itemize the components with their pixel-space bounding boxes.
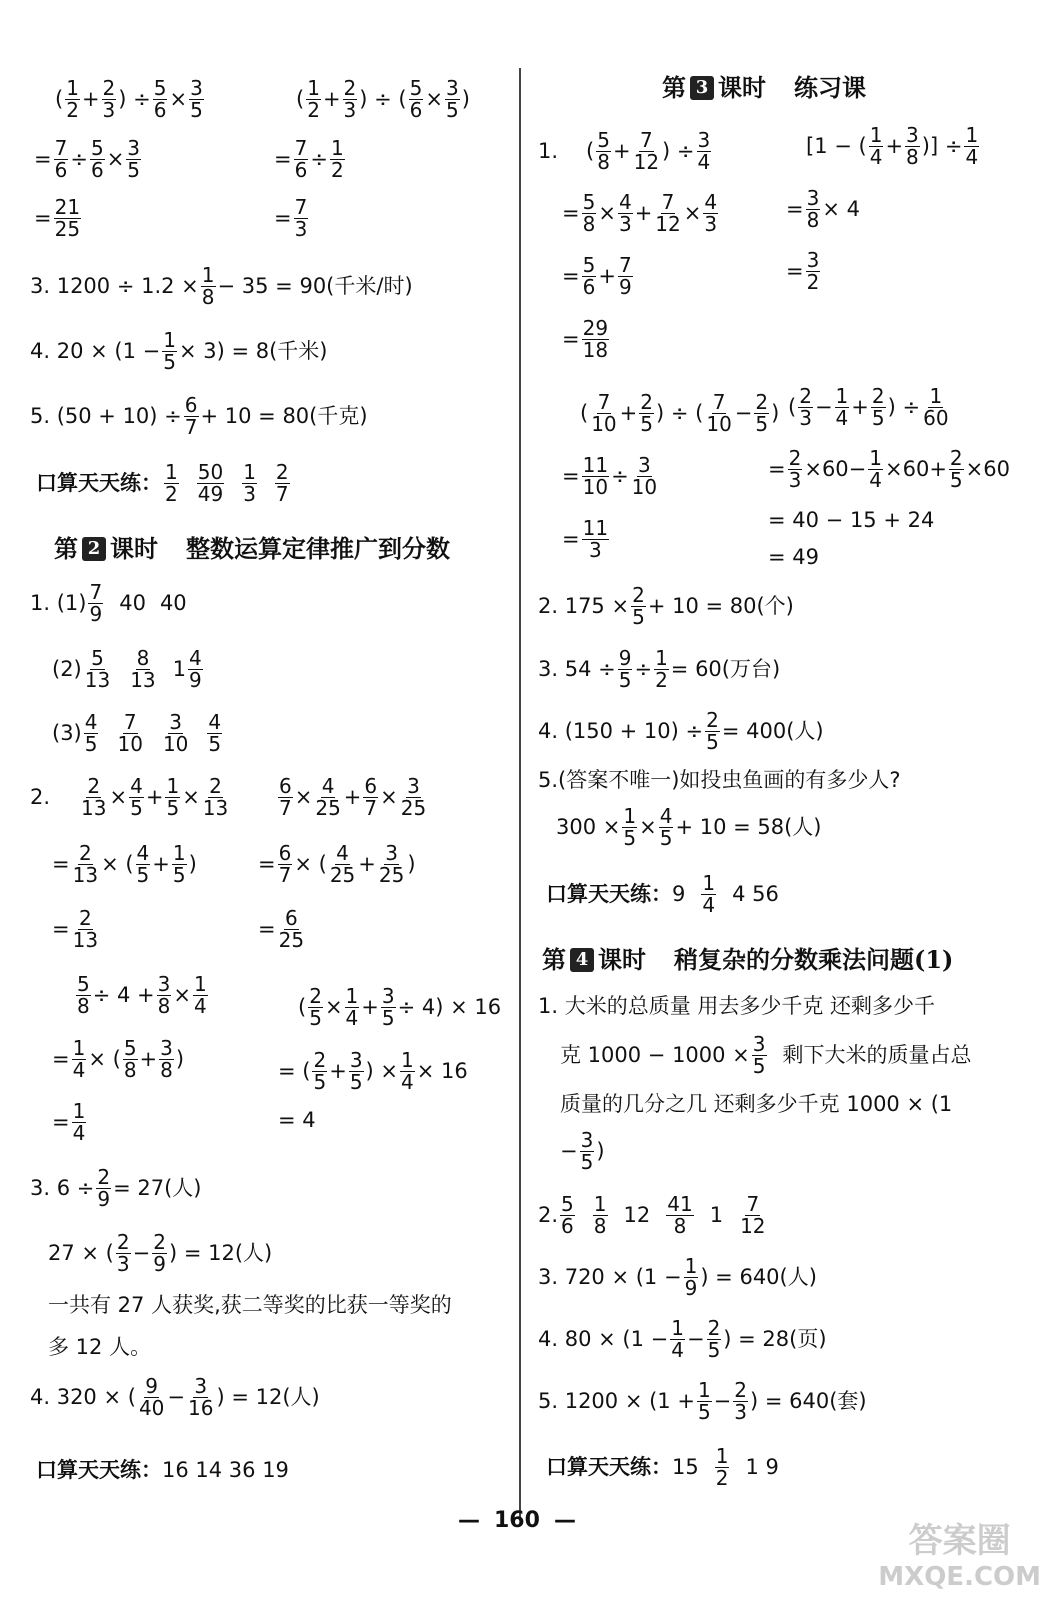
l2-q2a3: = 2 13 xyxy=(52,906,99,952)
l3-q3: 3. 54 ÷ $\frac{9}{5}$ ÷ $\frac{1}{2}$ = 60(万台) xyxy=(538,646,781,692)
l2-q2b: 6 7 × 4 25 + 6 7 × 3 25 xyxy=(279,774,427,820)
l2-q2d3: = 4 xyxy=(278,1108,316,1132)
l2-q3-3: 一共有 27 人获奖,获二等奖的比获一等奖的 xyxy=(48,1293,452,1317)
l3-q1c2: = 11 10 ÷ 3 10 xyxy=(562,453,658,499)
q4: 4. 20 × (1 − $\frac{1}{5}$ × 3) = 8(千米) xyxy=(30,328,328,374)
column-divider xyxy=(519,68,521,1518)
expr-a3: = 21 25 xyxy=(34,195,81,241)
l3-q4: 4. (150 + 10) ÷ $\frac{2}{5}$ = 400(人) xyxy=(538,708,824,754)
q3: 3. 1200 ÷ 1.2 × $\frac{1}{8}$ − 35 = 90(千米/时) xyxy=(30,263,413,309)
l3-q1a2: = 5 8 × 4 3 + 7 12 × 4 3 xyxy=(562,190,718,236)
l3-q1b3: = 3 2 xyxy=(786,248,820,294)
l3-q2: 2. 175 × $\frac{2}{5}$ + 10 = 80(个) xyxy=(538,583,794,629)
l2-q2c3: = 1 4 xyxy=(52,1099,86,1145)
q5: 5. (50 + 10) ÷ $\frac{6}{7}$ + 10 = 80(千克) xyxy=(30,393,368,439)
kousuan-4: 口算天天练： 15 1 2 1 9 xyxy=(546,1444,779,1490)
l4-q5: 5. 1200 × (1 + $\frac{1}{5}$ − 2 3 ) = 640(套) xyxy=(538,1378,867,1424)
l3-q5b: 300 × $\frac{1}{5}$ × 4 5 + 10 = 58(人) xyxy=(556,804,822,850)
l4-q4: 4. 80 × (1 − $\frac{1}{4}$ − 2 5 ) = 28(页) xyxy=(538,1316,827,1362)
lesson-4-heading: 第 4 课时 稍复杂的分数乘法问题(1) xyxy=(542,945,954,974)
l3-q1c: ( 7 10 + 2 5 ) ÷ ( 7 10 − 2 5 ) xyxy=(580,390,780,436)
l2-q2a: 2. 2 13 × 4 5 + 1 5 × 2 13 xyxy=(30,774,229,820)
l4-q1b: 克 1000 − 1000 × $\frac{3}{5}$ 剩下大米的质量占总 xyxy=(560,1032,972,1078)
l2-q2a2: = 2 13 × ( 4 5 + 1 5 ) xyxy=(52,841,197,887)
l4-q3: 3. 720 × (1 − $\frac{1}{9}$ ) = 640(人) xyxy=(538,1254,817,1300)
l3-q1d3: = 40 − 15 + 24 xyxy=(768,508,935,532)
l4-q2: 2. 5 6 1 8 12 41 8 1 7 12 xyxy=(538,1192,766,1238)
l2-q2d2: = ( 2 5 + 3 5 ) × 1 4 × 16 xyxy=(278,1048,468,1094)
l2-q3-2: 27 × ( 2 3 − 2 9 ) = 12(人) xyxy=(48,1230,273,1276)
l3-q1a: 1. ( 5 8 + 7 12 ) ÷ 3 4 xyxy=(538,128,711,174)
l2-q2b2: = 6 7 × ( 4 25 + 3 25 ) xyxy=(258,841,416,887)
expr-a: ( 1 2 + 2 3 ) ÷ 5 6 × 3 5 xyxy=(55,76,203,122)
kousuan-2: 口算天天练： 16 14 36 19 xyxy=(36,1458,289,1482)
l3-q1b2: = 3 8 × 4 xyxy=(786,186,860,232)
l3-q1d: ( 2 3 − 1 4 + 2 5 ) ÷ 1 60 xyxy=(788,384,949,430)
l3-q1a4: = 29 18 xyxy=(562,316,609,362)
l2-q3: 3. 6 ÷ $\frac{2}{9}$ = 27(人) xyxy=(30,1165,202,1211)
expr-a2: = 7 6 ÷ 5 6 × 3 5 xyxy=(34,136,141,182)
kousuan-3: 口算天天练： 9 1 4 4 56 xyxy=(546,871,779,917)
l2-q1-2: (2) 5 13 8 13 1 4 9 xyxy=(52,646,202,692)
l4-q1a: 1. 大米的总质量 用去多少千克 还剩多少千 xyxy=(538,994,936,1018)
l3-q1d4: = 49 xyxy=(768,545,819,569)
l2-q1-3: (3) 4 5 7 10 3 10 4 5 xyxy=(52,710,222,756)
l2-q1-1: 1. (1) 7 9 40 40 xyxy=(30,580,187,626)
expr-b3: = 7 3 xyxy=(274,195,308,241)
kousuan-1: 口算天天练： 1 2 50 49 1 3 2 7 xyxy=(36,460,289,506)
l2-q3-4: 多 12 人。 xyxy=(48,1335,152,1359)
l3-q1d2: = 2 3 ×60− 1 4 ×60+ 2 5 ×60 xyxy=(768,446,1010,492)
lesson-2-heading: 第 2 课时 整数运算定律推广到分数 xyxy=(54,534,450,563)
page-number: — 160 — xyxy=(458,1508,576,1533)
l3-q1c3: = 11 3 xyxy=(562,516,609,562)
l3-q1a3: = 5 6 + 7 9 xyxy=(562,253,632,299)
l2-q2c: 5 8 ÷ 4 + 3 8 × 1 4 xyxy=(77,972,207,1018)
l2-q2d: ( 2 5 × 1 4 + 3 5 ÷ 4) × 16 xyxy=(298,984,502,1030)
l3-q1b: [1 − ( 1 4 + 3 8 )] ÷ 1 4 xyxy=(806,123,979,169)
l4-q1e: − 3 5 ) xyxy=(560,1128,605,1174)
l3-q5: 5.(答案不唯一)如投虫鱼画的有多少人? xyxy=(538,768,901,792)
expr-b2: = 7 6 ÷ 1 2 xyxy=(274,136,344,182)
l4-q1d: 质量的几分之几 还剩多少千克 1000 × (1 xyxy=(560,1092,953,1116)
lesson-3-heading: 第 3 课时 练习课 xyxy=(662,73,866,102)
l2-q2b3: = 6 25 xyxy=(258,906,305,952)
expr-b: ( 1 2 + 2 3 ) ÷ ( 5 6 × 3 5 ) xyxy=(296,76,470,122)
l2-q4: 4. 320 × ( 9 40 − 3 16 ) = 12(人) xyxy=(30,1374,320,1420)
l2-q2c2: = 1 4 × ( 5 8 + 3 8 ) xyxy=(52,1036,185,1082)
watermark: 答案圈 MXQE.COM xyxy=(878,1521,1041,1592)
